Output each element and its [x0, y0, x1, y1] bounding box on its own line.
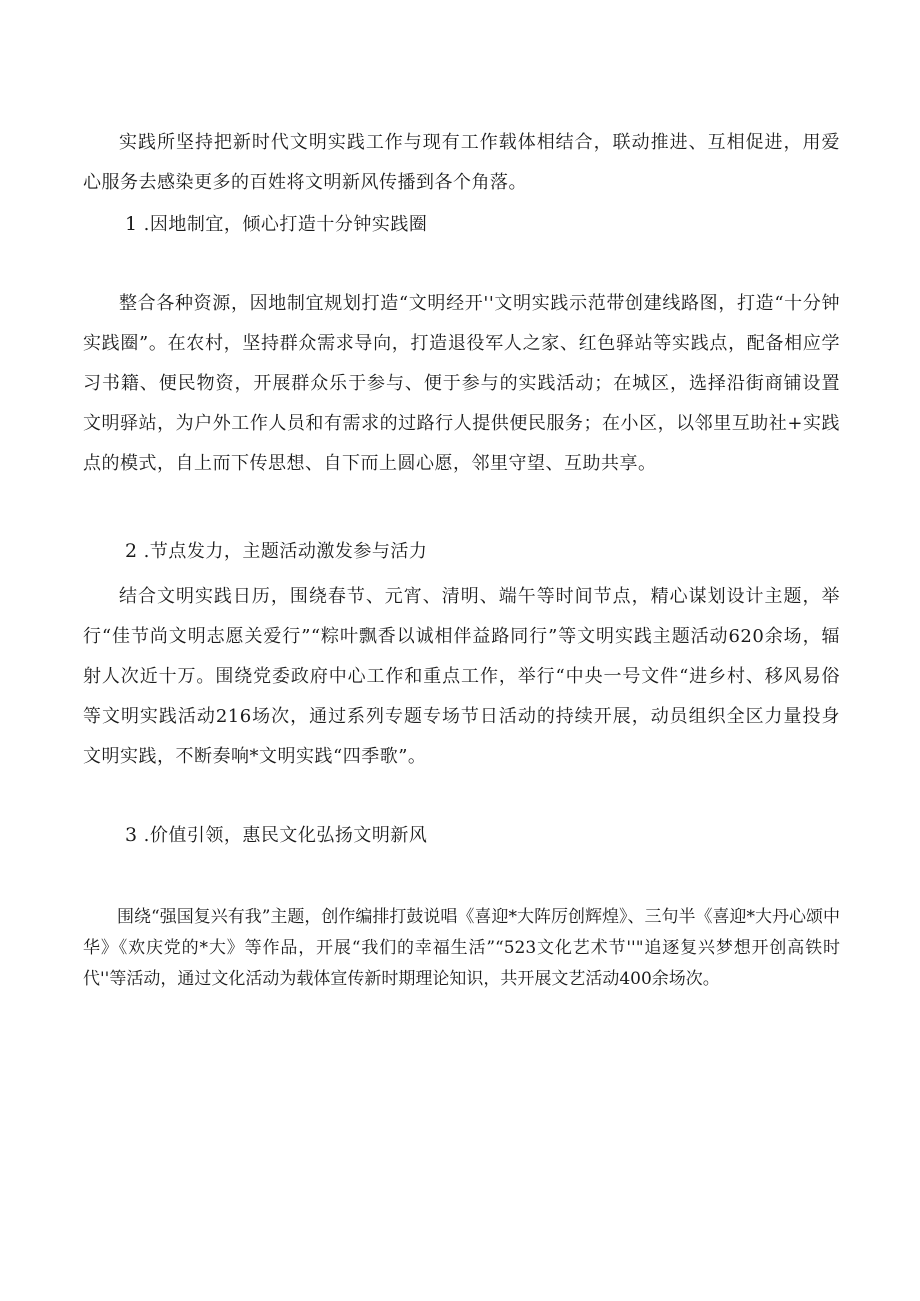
section-2-body: 结合文明实践日历，围绕春节、元宵、清明、端午等时间节点，精心谋划设计主题，举行“佳节尚文明志愿关爱行”“粽叶飘香以诚相伴益路同行”等文明实践主题活动620余场，辐射人次近十万。围绕党委政府中心工作和重点工作，举行“中央一号文件“进乡村、移风易俗等文明实践活动216场次，通过系列专题专场节日活动的持续开展，动员组织全区力量投身文明实践，不断奏响*文明实践“四季歌”。	[83, 586, 840, 767]
section-2-title: .节点发力，主题活动激发参与活力	[143, 541, 428, 562]
section-1-body: 整合各种资源，因地制宜规划打造“文明经开''文明实践示范带创建线路图，打造“十分钟实践圈”。在农村，坚持群众需求导向，打造退役军人之家、红色驿站等实践点，配备相应学习书籍、便民物资，开展群众乐于参与、便于参与的实践活动；在城区，选择沿街商铺设置文明驿站，为户外工作人员和有需求的过路行人提供便民服务；在小区，以邻里互助社+实践点的模式，自上而下传思想、自下而上圆心愿，邻里守望、互助共享。	[83, 293, 840, 474]
section-2-number: 2	[125, 540, 138, 562]
section-3-number: 3	[125, 824, 138, 846]
section-3-body: 围绕“强国复兴有我”主题，创作编排打鼓说唱《喜迎*大阵厉创辉煌》、三句半《喜迎*大丹心颂中华》《欢庆党的*大》等作品，开展“我们的幸福生活”“523文化艺术节''"追逐复兴梦想开创高铁时代''等活动，通过文化活动为载体宣传新时期理论知识，共开展文艺活动400余场次。	[83, 907, 840, 989]
intro-paragraph: 实践所坚持把新时代文明实践工作与现有工作载体相结合，联动推进、互相促进，用爱心服务去感染更多的百姓将文明新风传播到各个角落。	[83, 132, 840, 193]
section-1-number: 1	[125, 213, 138, 235]
section-3-heading	[125, 815, 427, 856]
section-1-heading	[125, 204, 427, 245]
section-2-heading	[125, 531, 427, 572]
section-1-title: .因地制宜，倾心打造十分钟实践圈	[143, 214, 428, 235]
section-3-title: .价值引领，惠民文化弘扬文明新风	[143, 825, 428, 846]
